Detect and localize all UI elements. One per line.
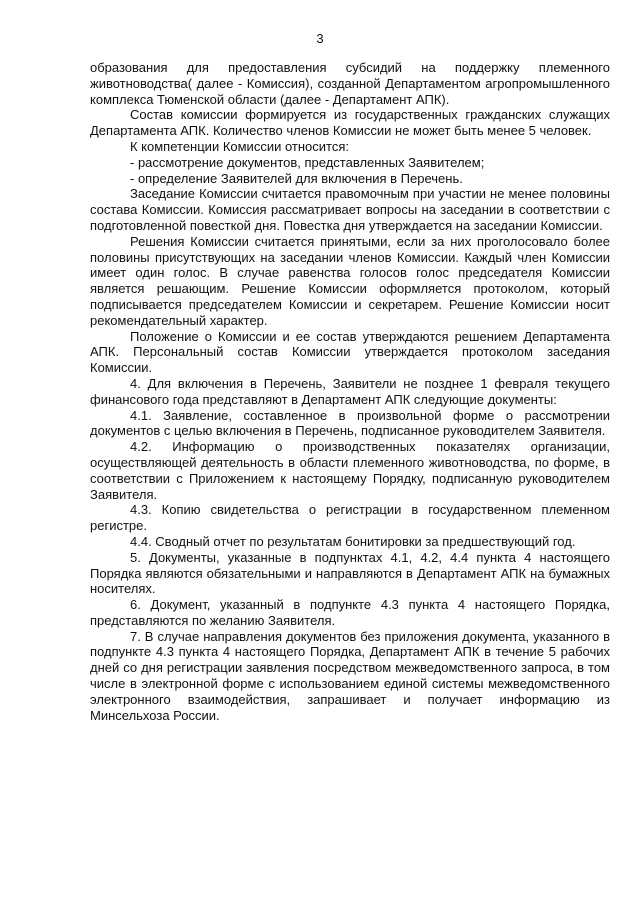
paragraph-item-6: 6. Документ, указанный в подпункте 4.3 пункта 4 настоящего Порядка, представляются по желанию Заявителя. (90, 597, 610, 628)
paragraph-meeting-quorum: Заседание Комиссии считается правомочным при участии не менее половины состава Комиссии. Комиссия рассматривает вопросы на заседании в соответствии с подготовленной повесткой дня. Повестка дня утверждается на заседании Комиссии. (90, 186, 610, 233)
page-number: 3 (316, 31, 324, 46)
paragraph-commission-composition: Состав комиссии формируется из государственных гражданских служащих Департамента АПК. Количество членов Комиссии не может быть менее 5 человек. (90, 107, 610, 139)
paragraph-competence-item-2: - определение Заявителей для включения в Перечень. (130, 170, 463, 186)
paragraph-item-4-3: 4.3. Копию свидетельства о регистрации в государственном племенном регистре. (90, 502, 610, 534)
paragraph-competence-intro: К компетенции Комиссии относится: (130, 138, 349, 154)
paragraph-commission-definition: образования для предоставления субсидий на поддержку племенного животноводства( далее - Комиссия), созданной Департаментом агропромышленного комплекса Тюменской области (далее - Департамент АПК). (90, 60, 610, 107)
paragraph-decisions: Решения Комиссии считается принятыми, если за них проголосовало более половины присутствующих на заседании членов Комиссии. Каждый член Комиссии имеет один голос. В случае равенства голосов голос председателя Комиссии является решающим. Решение Комиссии оформляется протоколом, который подписывается председателем Комиссии и секретарем. Решение Комиссии носит рекомендательный характер. (90, 233, 610, 328)
document-body (90, 60, 610, 723)
paragraph-item-4-2: 4.2. Информацию о производственных показателях организации, осуществляющей деятельность в области племенного животноводства, по форме, в соответствии с Приложением к настоящему Порядку, подписанную руководителем Заявителя. (90, 439, 610, 502)
paragraph-item-5: 5. Документы, указанные в подпунктах 4.1, 4.2, 4.4 пункта 4 настоящего Порядка являются обязательными и направляются в Департамент АПК на бумажных носителях. (90, 549, 610, 597)
paragraph-item-4-4: 4.4. Сводный отчет по результатам бонитировки за предшествующий год. (130, 533, 576, 549)
paragraph-item-7: 7. В случае направления документов без приложения документа, указанного в подпункте 4.3 пункта 4 настоящего Порядка, Департамент АПК в течение 5 рабочих дней со дня регистрации заявления посредством межведомственного запроса, в том числе в электронной форме с использованием единой системы межведомственного электронного взаимодействия, запрашивает и получает информацию из Минсельхоза России. (90, 628, 610, 723)
paragraph-competence-item-1: - рассмотрение документов, представленных Заявителем; (130, 154, 485, 170)
paragraph-regulation: Положение о Комиссии и ее состав утверждаются решением Департамента АПК. Персональный состав Комиссии утверждается протоколом заседания Комиссии. (90, 328, 610, 376)
paragraph-item-4: 4. Для включения в Перечень, Заявители не позднее 1 февраля текущего финансового года представляют в Департамент АПК следующие документы: (90, 375, 610, 407)
paragraph-item-4-1: 4.1. Заявление, составленное в произвольной форме о рассмотрении документов с целью включения в Перечень, подписанное руководителем Заявителя. (90, 407, 610, 439)
